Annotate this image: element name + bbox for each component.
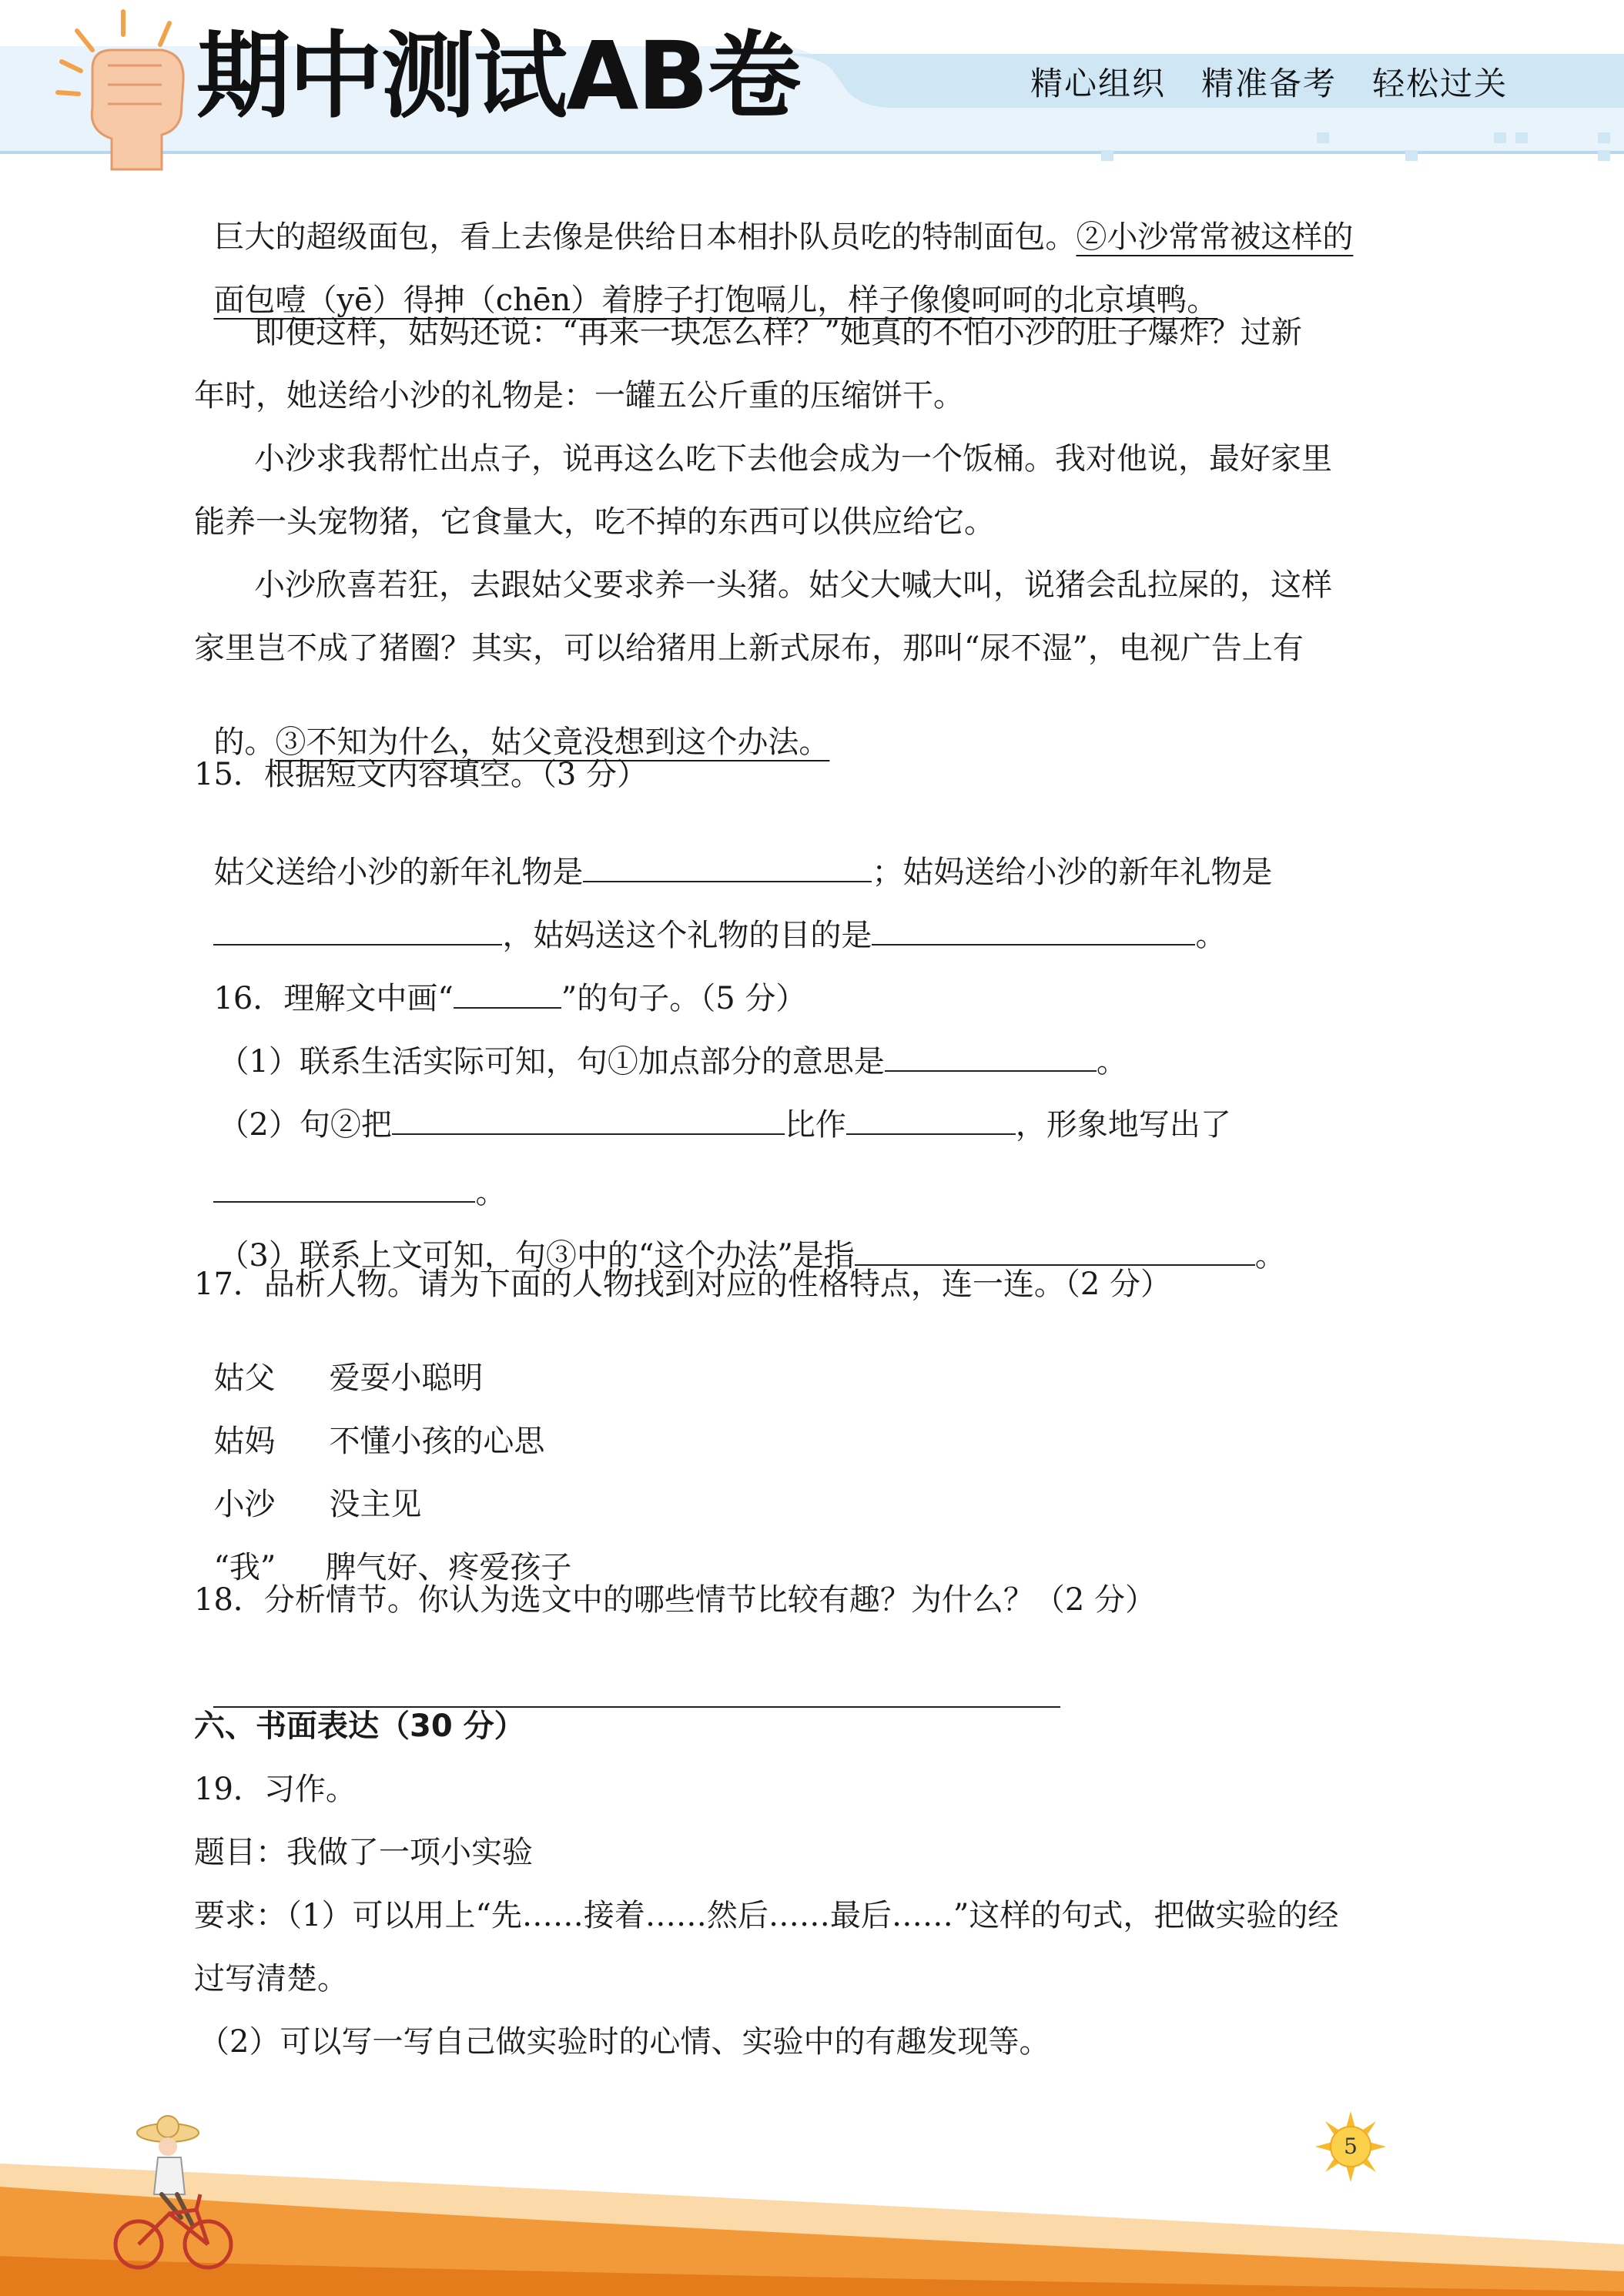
- q17-title: 17．品析人物。请为下面的人物找到对应的性格特点，连一连。（2 分）: [194, 1267, 1172, 1302]
- q18-answer-blank[interactable]: [213, 1678, 1060, 1708]
- header-slogan: 精心组织 精准备考 轻松过关: [1030, 65, 1508, 102]
- q16-1-text: （1）联系生活实际可知，句①加点部分的意思是: [218, 1044, 885, 1079]
- passage-line: 家里岂不成了猪圈？其实，可以给猪用上新式尿布，那叫“尿不湿”，电视广告上有: [194, 631, 1304, 666]
- q16-2-blank-3[interactable]: [213, 1173, 475, 1203]
- q15-blank-1[interactable]: [583, 853, 872, 882]
- q16-title: [194, 949, 806, 1014]
- q17-person[interactable]: 姑妈: [213, 1424, 276, 1459]
- q16-3: [199, 1206, 1286, 1274]
- q16-2-end: 。: [475, 1175, 507, 1210]
- q19-title: 19．习作。: [194, 1772, 357, 1807]
- passage-text: 的。: [213, 725, 276, 760]
- q17-trait[interactable]: 没主见: [329, 1487, 422, 1522]
- q16-2-text-a: （2）句②把: [218, 1107, 392, 1143]
- q16-2-blank-2[interactable]: [846, 1106, 1016, 1135]
- q16-1-blank[interactable]: [885, 1043, 1097, 1072]
- q15-blank-3[interactable]: [872, 916, 1195, 946]
- underlined-sentence-2-cont: 面包噎（yē）得抻（chēn）着脖子打饱嗝儿，样子像傻呵呵的北京填鸭。: [213, 283, 1218, 318]
- q15-title: 15．根据短文内容填空。（3 分）: [194, 757, 648, 792]
- q17-row: [194, 1395, 544, 1457]
- q17-trait[interactable]: 脾气好、疼爱孩子: [325, 1550, 572, 1585]
- passage-line: 年时，她送给小沙的礼物是：一罐五公斤重的压缩饼干。: [194, 378, 964, 413]
- underlined-sentence-3: ③不知为什么，姑父竟没想到这个办法。: [275, 725, 830, 760]
- q16-3-text: （3）联系上文可知，句③中的“这个办法”是指: [218, 1238, 855, 1274]
- passage-line: [194, 191, 1353, 253]
- page-header: [0, 0, 1624, 177]
- q17-person[interactable]: “我”: [213, 1550, 276, 1585]
- cyclist-icon: [108, 2110, 246, 2279]
- q15-text-b: ；姑妈送给小沙的新年礼物是: [872, 855, 1273, 890]
- passage-line: 小沙欣喜若狂，去跟姑父要求养一头猪。姑父大喊大叫，说猪会乱拉屎的，这样: [254, 567, 1332, 603]
- header-title: 期中测试AB卷: [196, 22, 800, 131]
- header-dots: [0, 115, 1624, 162]
- underlined-sentence-2: ②小沙常常被这样的: [1076, 219, 1354, 255]
- passage-text: 巨大的超级面包，看上去像是供给日本相扑队员吃的特制面包。: [213, 219, 1077, 255]
- q15-text-a: 姑父送给小沙的新年礼物是: [213, 855, 584, 890]
- q15-text-c: ，姑妈送这个礼物的目的是: [502, 918, 872, 953]
- q16-2-blank-1[interactable]: [392, 1106, 785, 1135]
- q16-2-text-c: ，形象地写出了: [1015, 1107, 1231, 1143]
- q17-row: [194, 1458, 421, 1520]
- q17-trait[interactable]: 爱耍小聪明: [329, 1361, 484, 1396]
- q16-3-end: 。: [1254, 1238, 1286, 1274]
- passage-line: 即便这样，姑妈还说：“再来一块怎么样？”她真的不怕小沙的肚子爆炸？过新: [254, 315, 1302, 350]
- q15-blank-2[interactable]: [213, 916, 502, 946]
- q16-title-line: [454, 979, 561, 1009]
- q16-1-end: 。: [1096, 1044, 1127, 1079]
- q18-answer: [194, 1648, 1060, 1713]
- q19-requirement-2: （2）可以写一写自己做实验时的心情、实验中的有趣发现等。: [199, 2024, 1050, 2060]
- q16-2-text-b: 比作: [784, 1107, 846, 1143]
- passage-line: 小沙求我帮忙出点子，说再这么吃下去他会成为一个饭桶。我对他说，最好家里: [254, 441, 1332, 477]
- q18-title: 18．分析情节。你认为选文中的哪些情节比较有趣？为什么？（2 分）: [194, 1582, 1157, 1618]
- q16-2: [199, 1075, 1231, 1143]
- section-6-title: 六、书面表达（30 分）: [194, 1709, 525, 1744]
- passage-line: [194, 696, 829, 758]
- q19-topic: 题目：我做了一项小实验: [194, 1835, 533, 1870]
- q15-text-d: 。: [1195, 918, 1227, 953]
- q17-row: [194, 1332, 483, 1394]
- q17-person[interactable]: 小沙: [213, 1487, 276, 1522]
- page-number: 5: [1344, 2134, 1358, 2159]
- q19-requirement-1: 要求：（1）可以用上“先……接着……然后……最后……”这样的句式，把做实验的经: [194, 1898, 1339, 1933]
- q16-1: [199, 1012, 1127, 1077]
- q17-person[interactable]: 姑父: [213, 1361, 276, 1396]
- q19-requirement-1-cont: 过写清楚。: [194, 1961, 348, 1996]
- q16-2-cont: [194, 1143, 506, 1208]
- q15-line1: [194, 822, 1272, 888]
- q16-3-blank[interactable]: [855, 1237, 1255, 1266]
- q17-trait[interactable]: 不懂小孩的心思: [329, 1424, 545, 1459]
- q16-title-a: 16．理解文中画“: [213, 981, 454, 1016]
- q17-row: [194, 1521, 571, 1583]
- q16-title-b: ”的句子。（5 分）: [561, 981, 807, 1016]
- passage-line: 能养一头宠物猪，它食量大，吃不掉的东西可以供应给它。: [194, 504, 995, 540]
- passage-line: [194, 254, 1217, 316]
- q15-line2: [194, 885, 1226, 951]
